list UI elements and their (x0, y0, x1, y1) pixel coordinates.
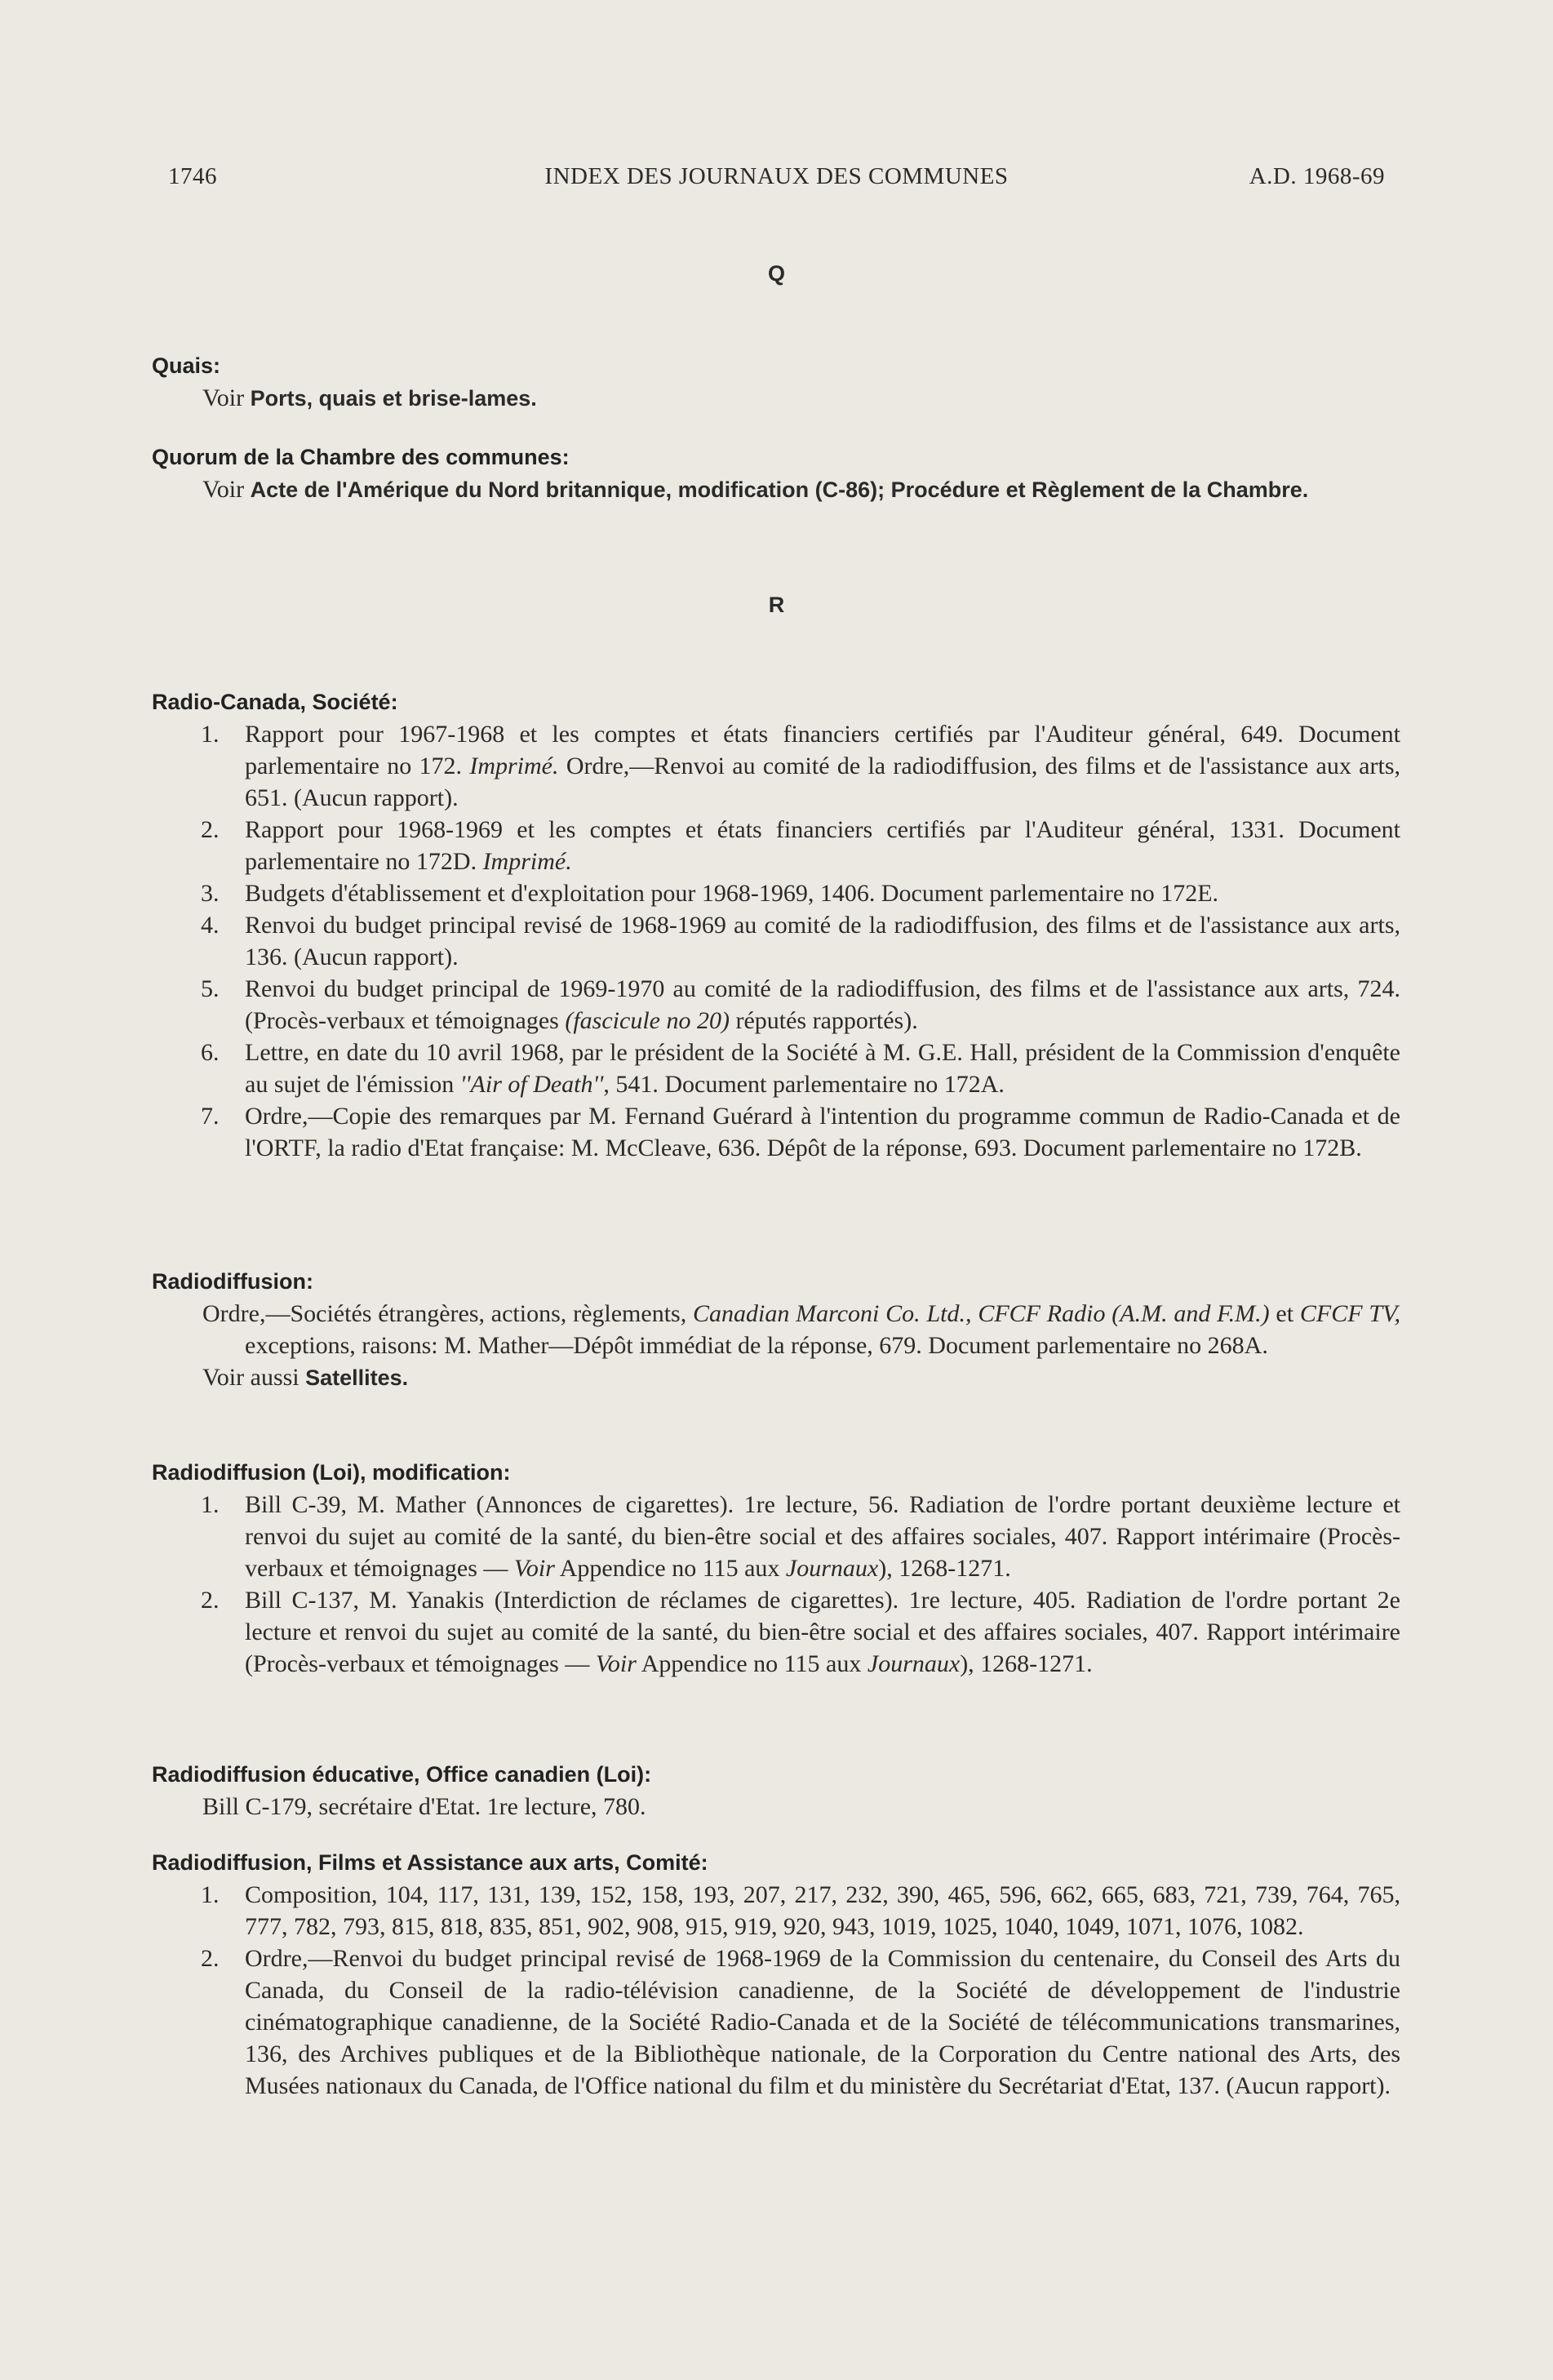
list-item: 7. Ordre,—Copie des remarques par M. Fernand Guérard à l'intention du programme commun de Radio-Canada et de l'ORTF, la radio d'Etat française: M. McCleave, 636. Dépôt de la réponse, 693. Document parlementaire no 172B. (201, 1103, 1400, 1161)
reference-target: Ports, quais et brise-lames. (250, 386, 537, 411)
page-number: 1746 (168, 163, 217, 189)
entry-heading: Radiodiffusion, Films et Assistance aux arts, Comité: (152, 1850, 708, 1875)
entry-radiodiffusion-loi (152, 1456, 1400, 1680)
list-item: 2. Ordre,—Renvoi du budget principal revisé de 1968-1969 de la Commission du centenaire, du Conseil des Arts du Canada, du Conseil de la radio-télévision canadienne, de la Société de développement de l'industrie cinématographique canadienne, de la Société Radio-Canada et de la Société de télécommunications transmarines, 136, des Archives publiques et de la Bibliothèque nationale, de la Corporation du Centre national des Arts, des Musées nationaux du Canada, de l'Office national du film et du ministère du Secrétariat d'Etat, 137. (Aucun rapport). (201, 1945, 1400, 2099)
cross-reference (152, 1361, 1400, 1394)
voir-label: Voir (202, 384, 245, 411)
reference-target: Satellites. (305, 1365, 409, 1390)
running-date: A.D. 1968-69 (1249, 163, 1385, 189)
entry-radio-canada (152, 686, 1400, 1164)
entry-heading: Radiodiffusion (Loi), modification: (152, 1460, 511, 1485)
entry-radiodiffusion-comite (152, 1846, 1400, 2102)
voir-label: Voir aussi (202, 1364, 300, 1391)
voir-label: Voir (202, 476, 245, 503)
entry-quais (152, 349, 1400, 415)
entry-radiodiffusion (152, 1265, 1400, 1394)
list-item: 2. Rapport pour 1968-1969 et les comptes et états financiers certifiés par l'Auditeur général, 1331. Document parlementaire no 172D. Imprimé. (201, 816, 1400, 875)
list-item: 4. Renvoi du budget principal revisé de 1968-1969 au comité de la radiodiffusion, des films et de l'assistance aux arts, 136. (Aucun rapport). (201, 912, 1400, 970)
entry-heading: Quorum de la Chambre des communes: (152, 445, 570, 469)
entry-heading: Radiodiffusion éducative, Office canadien (Loi): (152, 1762, 652, 1787)
entry-quorum (152, 441, 1400, 506)
entry-heading: Radiodiffusion: (152, 1269, 313, 1294)
cross-reference (152, 473, 1400, 506)
entry-text: Bill C-179, secrétaire d'Etat. 1re lecture, 780. (202, 1793, 646, 1820)
list-item: 2. Bill C-137, M. Yanakis (Interdiction de réclames de cigarettes). 1re lecture, 405. Radiation de l'ordre portant 2e lecture et renvoi du sujet au comité de la santé, du bien-être social et des affaires sociales, 407. Rapport intérimaire (Procès-verbaux et témoignages — Voir Appendice no 115 aux Journaux), 1268-1271. (201, 1587, 1400, 1677)
list-item: 1. Composition, 104, 117, 131, 139, 152, 158, 193, 207, 217, 232, 390, 465, 596, 662, 665, 683, 721, 739, 764, 765, 777, 782, 793, 815, 818, 835, 851, 902, 908, 915, 919, 920, 943, 1019, 1025, 1040, 1049, 1071, 1076, 1082. (201, 1881, 1400, 1940)
section-letter-q: Q (767, 261, 785, 286)
list-item: 5. Renvoi du budget principal de 1969-1970 au comité de la radiodiffusion, des films et de l'assistance aux arts, 724. (Procès-verbaux et témoignages (fascicule no 20) réputés rapportés). (201, 975, 1400, 1034)
list-item: 6. Lettre, en date du 10 avril 1968, par le président de la Société à M. G.E. Hall, président de la Commission d'enquête au sujet de l'émission ''Air of Death'', 541. Document parlementaire no 172A. (201, 1039, 1400, 1098)
entry-radiodiffusion-educative (152, 1758, 1400, 1823)
running-header (168, 163, 1385, 196)
list-item: 3. Budgets d'établissement et d'exploitation pour 1968-1969, 1406. Document parlementaire no 172E. (201, 880, 1219, 907)
order-paragraph: Ordre,—Sociétés étrangères, actions, règlements, Canadian Marconi Co. Ltd., CFCF Radio (A.M. and F.M.) et CFCF TV, exceptions, raisons: M. Mather—Dépôt immédiat de la réponse, 679. Document parlementaire no 268A. (202, 1300, 1401, 1359)
running-title: INDEX DES JOURNAUX DES COMMUNES (544, 163, 1009, 189)
reference-target: Acte de l'Amérique du Nord britannique, modification (C-86); Procédure et Règlement de la Chambre. (250, 477, 1309, 502)
entry-heading: Radio-Canada, Société: (152, 690, 398, 714)
entry-heading: Quais: (152, 353, 221, 378)
section-letter-r: R (768, 593, 785, 617)
list-item: 1. Rapport pour 1967-1968 et les comptes et états financiers certifiés par l'Auditeur général, 649. Document parlementaire no 172. Imprimé. Ordre,—Renvoi au comité de la radiodiffusion, des films et de l'assistance aux arts, 651. (Aucun rapport). (201, 721, 1400, 811)
list-item: 1. Bill C-39, M. Mather (Annonces de cigarettes). 1re lecture, 56. Radiation de l'ordre portant deuxième lecture et renvoi du sujet au comité de la santé, du bien-être social et des affaires sociales, 407. Rapport intérimaire (Procès-verbaux et témoignages — Voir Appendice no 115 aux Journaux), 1268-1271. (201, 1491, 1400, 1582)
cross-reference (152, 382, 1400, 415)
